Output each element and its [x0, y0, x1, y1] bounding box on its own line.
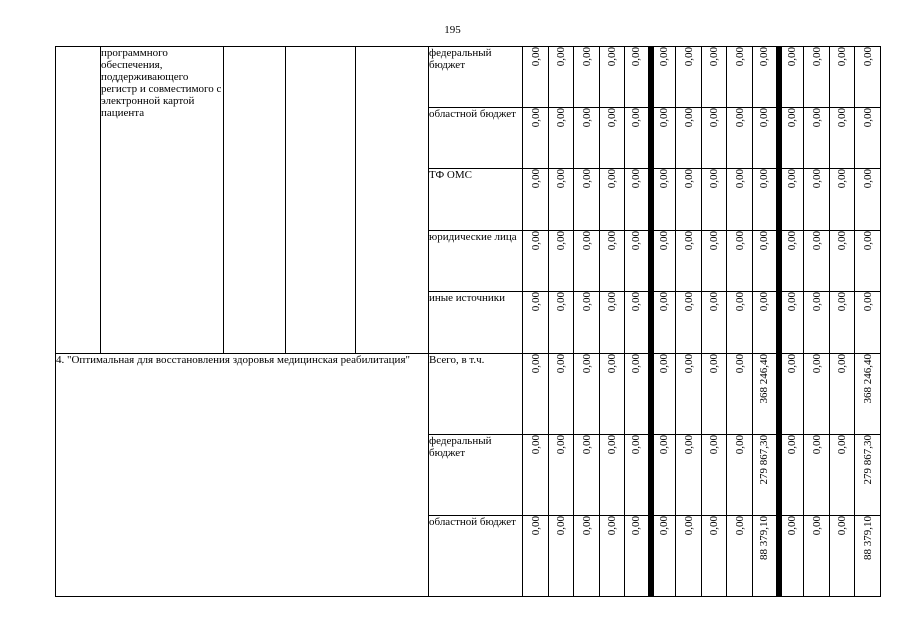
value-cell — [625, 435, 651, 516]
value-text: 0,00 — [733, 354, 746, 374]
value-text: 0,00 — [580, 516, 593, 536]
value-text: 0,00 — [580, 231, 593, 251]
value-text: 0,00 — [733, 292, 746, 312]
value-text: 0,00 — [861, 108, 874, 128]
value-cell — [574, 354, 600, 435]
value-text: 0,00 — [580, 108, 593, 128]
value-cell — [574, 435, 600, 516]
value-text: 0,00 — [758, 292, 771, 312]
value-cell — [523, 516, 549, 597]
value-text: 0,00 — [861, 47, 874, 67]
value-cell — [600, 292, 625, 354]
value-text: 0,00 — [810, 516, 823, 536]
value-cell — [702, 292, 727, 354]
value-text: 0,00 — [708, 169, 720, 189]
value-text: 0,00 — [682, 292, 695, 312]
value-cell — [702, 169, 727, 231]
value-text: 0,00 — [630, 435, 643, 455]
value-cell — [574, 292, 600, 354]
value-cell — [625, 292, 651, 354]
value-cell — [779, 516, 804, 597]
value-text: 0,00 — [682, 354, 695, 374]
source-cell: областной бюджет — [429, 108, 523, 169]
value-text: 0,00 — [758, 169, 771, 189]
value-text: 279 867,30 — [861, 435, 874, 485]
value-cell — [523, 435, 549, 516]
value-text: 0,00 — [861, 169, 874, 189]
value-cell — [625, 354, 651, 435]
value-cell — [830, 354, 855, 435]
value-cell — [753, 47, 779, 108]
value-text: 0,00 — [836, 516, 848, 536]
value-text: 0,00 — [708, 47, 720, 67]
value-text: 0,00 — [836, 292, 848, 312]
value-cell — [549, 292, 574, 354]
value-cell — [830, 169, 855, 231]
value-cell — [574, 169, 600, 231]
value-text: 0,00 — [836, 108, 848, 128]
value-cell — [549, 108, 574, 169]
value-text: 0,00 — [786, 47, 799, 67]
value-text: 0,00 — [529, 516, 542, 536]
value-cell — [753, 516, 779, 597]
value-text: 0,00 — [786, 169, 799, 189]
value-text: 0,00 — [630, 354, 643, 374]
value-text: 0,00 — [630, 169, 643, 189]
value-cell — [830, 292, 855, 354]
value-text: 0,00 — [682, 108, 695, 128]
value-text: 0,00 — [555, 108, 567, 128]
value-text: 0,00 — [529, 435, 542, 455]
value-cell — [651, 169, 676, 231]
table-row — [56, 47, 881, 108]
empty-cell — [286, 47, 356, 354]
page-number: 195 — [444, 24, 461, 36]
value-cell — [855, 435, 881, 516]
value-cell — [779, 292, 804, 354]
value-text: 0,00 — [580, 169, 593, 189]
value-text: 0,00 — [606, 108, 618, 128]
value-cell — [676, 435, 702, 516]
value-text: 0,00 — [810, 108, 823, 128]
table-row — [56, 354, 881, 435]
value-text: 0,00 — [580, 47, 593, 67]
value-text: 0,00 — [529, 354, 542, 374]
financing-table — [55, 46, 881, 597]
value-cell — [523, 108, 549, 169]
value-text: 0,00 — [733, 516, 746, 536]
value-cell — [702, 354, 727, 435]
value-text: 0,00 — [580, 354, 593, 374]
value-cell — [676, 354, 702, 435]
value-text: 0,00 — [758, 231, 771, 251]
value-text: 0,00 — [606, 292, 618, 312]
value-cell — [753, 169, 779, 231]
value-text: 0,00 — [630, 108, 643, 128]
empty-index-cell — [56, 47, 101, 354]
value-text: 0,00 — [786, 354, 799, 374]
value-text: 0,00 — [606, 169, 618, 189]
value-cell — [523, 47, 549, 108]
value-cell — [779, 47, 804, 108]
value-text: 0,00 — [529, 108, 542, 128]
value-cell — [549, 47, 574, 108]
value-cell — [651, 47, 676, 108]
value-cell — [651, 292, 676, 354]
value-text: 0,00 — [836, 354, 848, 374]
source-cell: ТФ ОМС — [429, 169, 523, 231]
value-text: 0,00 — [836, 435, 848, 455]
value-text: 0,00 — [861, 231, 874, 251]
value-text: 0,00 — [810, 47, 823, 67]
measure-description: программного обеспечения, поддерживающего регистр и совместимого с электронной картой пациента — [101, 47, 224, 354]
value-cell — [830, 516, 855, 597]
value-cell — [549, 435, 574, 516]
value-cell — [779, 354, 804, 435]
task-title: 4. "Оптимальная для восстановления здоровья медицинская реабилитация" — [56, 354, 429, 597]
value-cell — [855, 354, 881, 435]
value-text: 0,00 — [606, 231, 618, 251]
value-cell — [727, 354, 753, 435]
value-text: 0,00 — [529, 231, 542, 251]
value-cell — [702, 47, 727, 108]
empty-cell — [356, 47, 429, 354]
value-text: 368 246,40 — [758, 354, 771, 404]
value-text: 0,00 — [861, 292, 874, 312]
value-text: 0,00 — [836, 231, 848, 251]
value-text: 0,00 — [555, 231, 567, 251]
value-cell — [600, 47, 625, 108]
value-text: 0,00 — [606, 47, 618, 67]
value-cell — [727, 231, 753, 292]
value-text: 0,00 — [529, 47, 542, 67]
value-text: 0,00 — [630, 516, 643, 536]
value-text: 0,00 — [810, 354, 823, 374]
value-cell — [855, 47, 881, 108]
source-cell: юридические лица — [429, 231, 523, 292]
value-text: 0,00 — [708, 231, 720, 251]
value-cell — [779, 108, 804, 169]
value-cell — [855, 231, 881, 292]
value-text: 0,00 — [606, 354, 618, 374]
value-text: 0,00 — [836, 47, 848, 67]
value-text: 0,00 — [733, 231, 746, 251]
value-cell — [830, 231, 855, 292]
value-cell — [574, 108, 600, 169]
value-text: 0,00 — [658, 231, 671, 251]
value-text: 0,00 — [658, 108, 671, 128]
value-text: 0,00 — [606, 435, 618, 455]
value-cell — [855, 292, 881, 354]
value-cell — [702, 516, 727, 597]
value-cell — [600, 435, 625, 516]
value-text: 0,00 — [733, 435, 746, 455]
value-cell — [855, 108, 881, 169]
value-text: 0,00 — [555, 47, 567, 67]
value-text: 0,00 — [708, 292, 720, 312]
value-text: 0,00 — [529, 292, 542, 312]
value-cell — [625, 231, 651, 292]
value-text: 0,00 — [658, 292, 671, 312]
value-text: 0,00 — [606, 516, 618, 536]
value-cell — [804, 516, 830, 597]
value-text: 0,00 — [658, 435, 671, 455]
source-cell: федеральный бюджет — [429, 47, 523, 108]
value-text: 0,00 — [786, 108, 799, 128]
value-text: 0,00 — [580, 435, 593, 455]
value-cell — [804, 108, 830, 169]
value-text: 279 867,30 — [758, 435, 771, 485]
value-cell — [651, 516, 676, 597]
value-cell — [625, 108, 651, 169]
value-cell — [574, 231, 600, 292]
value-cell — [676, 231, 702, 292]
value-text: 0,00 — [630, 231, 643, 251]
value-text: 0,00 — [810, 231, 823, 251]
value-text: 0,00 — [786, 231, 799, 251]
value-text: 0,00 — [786, 435, 799, 455]
value-text: 0,00 — [658, 47, 671, 67]
value-cell — [676, 169, 702, 231]
value-cell — [651, 108, 676, 169]
value-text: 88 379,10 — [861, 516, 874, 560]
empty-cell — [224, 47, 286, 354]
value-text: 0,00 — [733, 169, 746, 189]
value-text: 0,00 — [810, 169, 823, 189]
value-cell — [523, 354, 549, 435]
value-cell — [549, 516, 574, 597]
value-text: 0,00 — [580, 292, 593, 312]
value-text: 0,00 — [555, 516, 567, 536]
value-text: 0,00 — [630, 47, 643, 67]
value-text: 0,00 — [810, 292, 823, 312]
value-cell — [625, 47, 651, 108]
value-text: 88 379,10 — [758, 516, 771, 560]
source-cell: федеральный бюджет — [429, 435, 523, 516]
value-text: 0,00 — [836, 169, 848, 189]
value-cell — [651, 435, 676, 516]
value-cell — [804, 169, 830, 231]
value-text: 0,00 — [682, 231, 695, 251]
value-cell — [574, 47, 600, 108]
value-text: 0,00 — [529, 169, 542, 189]
value-cell — [804, 292, 830, 354]
value-cell — [600, 108, 625, 169]
value-text: 0,00 — [658, 169, 671, 189]
value-cell — [727, 169, 753, 231]
value-text: 368 246,40 — [861, 354, 874, 404]
value-cell — [600, 354, 625, 435]
value-text: 0,00 — [555, 435, 567, 455]
value-cell — [523, 292, 549, 354]
value-cell — [600, 516, 625, 597]
value-text: 0,00 — [658, 354, 671, 374]
value-text: 0,00 — [786, 516, 799, 536]
value-cell — [753, 435, 779, 516]
value-text: 0,00 — [555, 354, 567, 374]
value-cell — [779, 435, 804, 516]
value-text: 0,00 — [733, 47, 746, 67]
value-text: 0,00 — [682, 47, 695, 67]
value-cell — [727, 435, 753, 516]
value-cell — [830, 435, 855, 516]
value-text: 0,00 — [708, 516, 720, 536]
value-cell — [676, 108, 702, 169]
value-cell — [804, 354, 830, 435]
value-cell — [651, 231, 676, 292]
value-cell — [727, 108, 753, 169]
value-cell — [753, 292, 779, 354]
value-text: 0,00 — [555, 292, 567, 312]
source-cell: иные источники — [429, 292, 523, 354]
value-cell — [676, 292, 702, 354]
value-cell — [625, 169, 651, 231]
value-cell — [804, 47, 830, 108]
value-text: 0,00 — [555, 169, 567, 189]
value-cell — [727, 292, 753, 354]
value-cell — [830, 47, 855, 108]
value-cell — [753, 231, 779, 292]
value-text: 0,00 — [658, 516, 671, 536]
value-cell — [523, 231, 549, 292]
value-cell — [549, 169, 574, 231]
value-text: 0,00 — [758, 47, 771, 67]
value-cell — [549, 231, 574, 292]
value-cell — [702, 108, 727, 169]
value-cell — [779, 231, 804, 292]
value-cell — [779, 169, 804, 231]
value-cell — [574, 516, 600, 597]
value-text: 0,00 — [733, 108, 746, 128]
value-text: 0,00 — [682, 169, 695, 189]
value-text: 0,00 — [708, 435, 720, 455]
value-cell — [727, 516, 753, 597]
value-cell — [676, 47, 702, 108]
value-text: 0,00 — [708, 354, 720, 374]
value-cell — [523, 169, 549, 231]
value-cell — [651, 354, 676, 435]
value-cell — [830, 108, 855, 169]
value-cell — [702, 435, 727, 516]
value-cell — [753, 354, 779, 435]
value-cell — [804, 435, 830, 516]
value-cell — [855, 516, 881, 597]
value-text: 0,00 — [810, 435, 823, 455]
value-cell — [600, 231, 625, 292]
value-text: 0,00 — [758, 108, 771, 128]
value-text: 0,00 — [708, 108, 720, 128]
value-cell — [600, 169, 625, 231]
value-text: 0,00 — [682, 516, 695, 536]
value-cell — [804, 231, 830, 292]
value-text: 0,00 — [682, 435, 695, 455]
value-cell — [702, 231, 727, 292]
value-cell — [855, 169, 881, 231]
value-cell — [753, 108, 779, 169]
source-cell: областной бюджет — [429, 516, 523, 597]
value-cell — [727, 47, 753, 108]
value-cell — [625, 516, 651, 597]
value-text: 0,00 — [630, 292, 643, 312]
value-cell — [549, 354, 574, 435]
source-cell: Всего, в т.ч. — [429, 354, 523, 435]
value-text: 0,00 — [786, 292, 799, 312]
value-cell — [676, 516, 702, 597]
